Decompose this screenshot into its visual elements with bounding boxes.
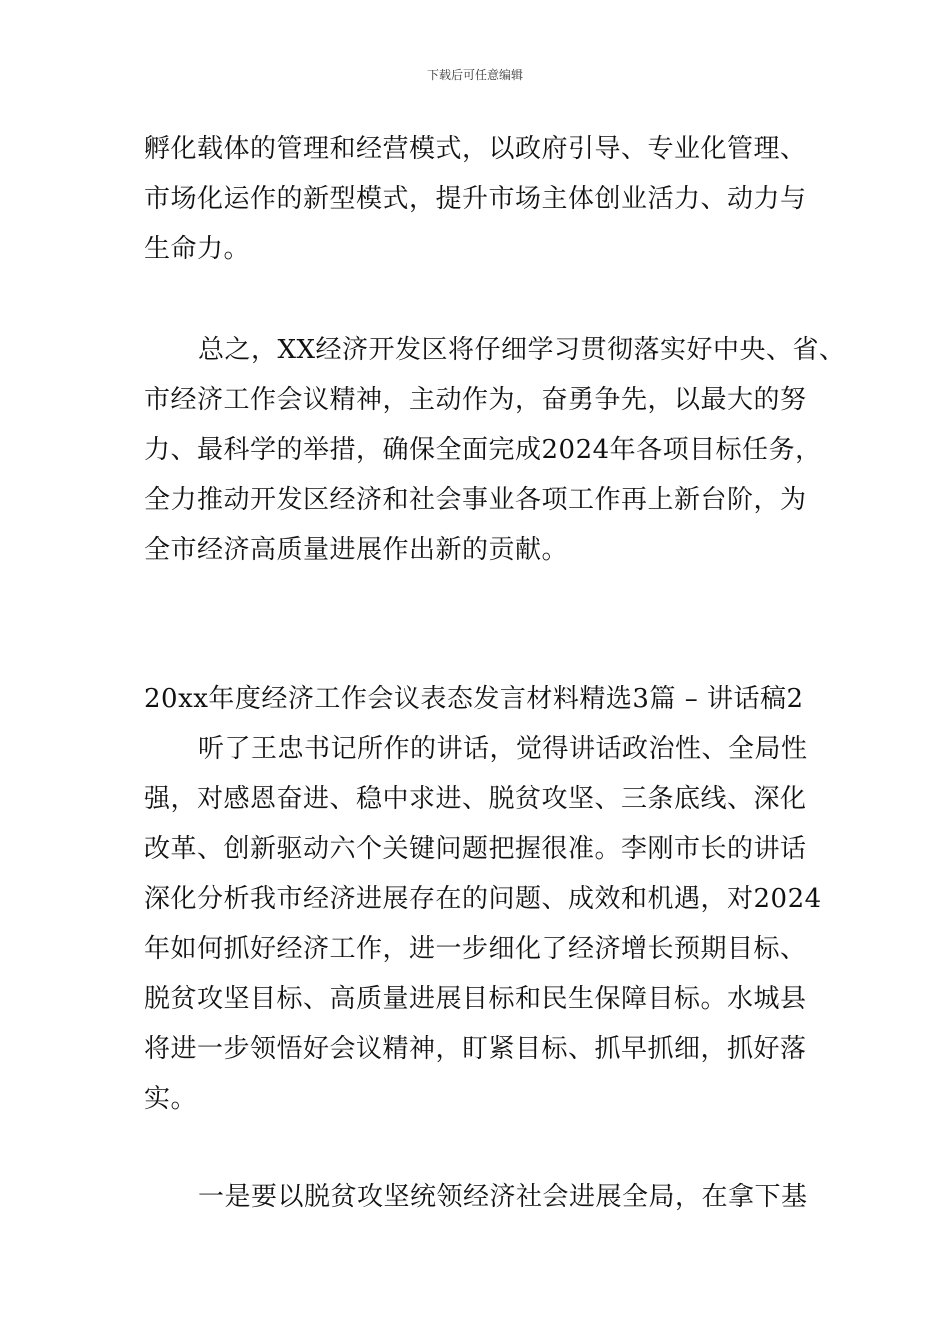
paragraph-line: 一是要以脱贫攻坚统领经济社会进展全局，在拿下基 (198, 1182, 808, 1212)
paragraph-line: 全市经济高质量进展作出新的贡献。 (144, 535, 569, 565)
paragraph-line: 市场化运作的新型模式，提升市场主体创业活力、动力与 (144, 184, 807, 214)
page-header: 下载后可任意编辑 (426, 68, 523, 82)
paragraph-line: 全力推动开发区经济和社会事业各项工作再上新台阶，为 (144, 485, 807, 515)
paragraph-line: 改革、创新驱动六个关键问题把握很准。李刚市长的讲话 (144, 834, 807, 864)
paragraph-line: 听了王忠书记所作的讲话，觉得讲话政治性、全局性 (198, 734, 808, 764)
paragraph-line: 实。 (144, 1084, 198, 1114)
section-title: 20xx年度经济工作会议表态发言材料精选3篇 – 讲话稿2 (144, 684, 804, 714)
paragraph-line: 将进一步领悟好会议精神，盯紧目标、抓早抓细，抓好落 (144, 1034, 807, 1064)
paragraph-line: 市经济工作会议精神，主动作为，奋勇争先，以最大的努 (144, 385, 807, 415)
paragraph-line: 深化分析我市经济进展存在的问题、成效和机遇，对2024 (144, 884, 822, 914)
paragraph-line: 脱贫攻坚目标、高质量进展目标和民生保障目标。水城县 (144, 984, 807, 1014)
paragraph-line: 生命力。 (144, 234, 251, 264)
paragraph-line: 孵化载体的管理和经营模式，以政府引导、专业化管理、 (144, 134, 807, 164)
paragraph-line: 年如何抓好经济工作，进一步细化了经济增长预期目标、 (144, 934, 807, 964)
paragraph-line: 力、最科学的举措，确保全面完成2024年各项目标任务， (144, 435, 822, 465)
paragraph-line: 总之，XX经济开发区将仔细学习贯彻落实好中央、省、 (198, 335, 846, 365)
paragraph-line: 强，对感恩奋进、稳中求进、脱贫攻坚、三条底线、深化 (144, 784, 807, 814)
